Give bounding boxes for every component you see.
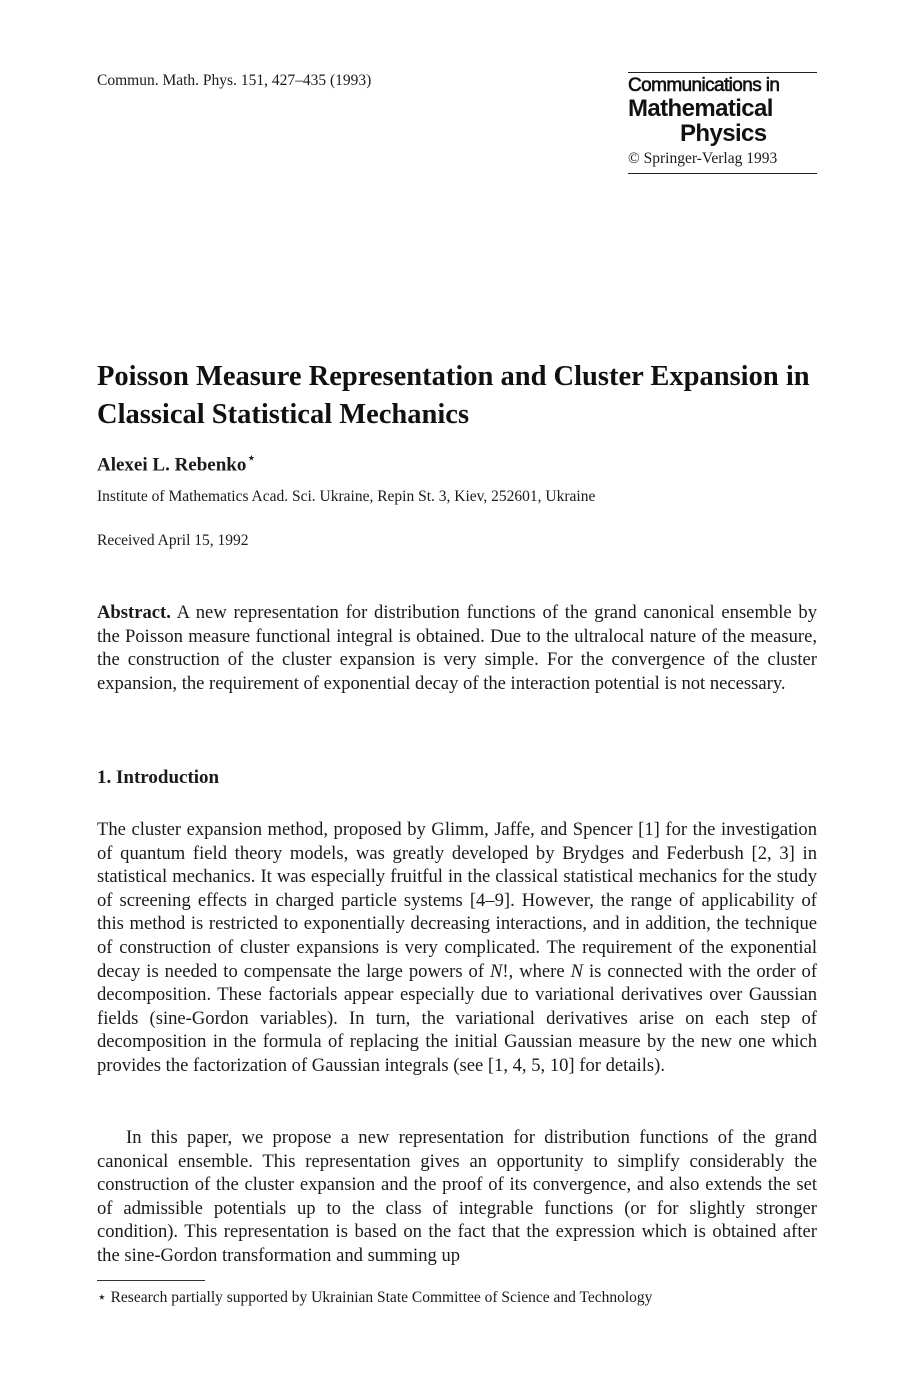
paper-title: Poisson Measure Representation and Cluster Expansion in Classical Statistical Mechanics — [97, 361, 810, 430]
math-symbol-n: N — [490, 960, 503, 982]
author-affiliation: Institute of Mathematics Acad. Sci. Ukraine, Repin St. 3, Kiev, 252601, Ukraine — [97, 488, 596, 505]
footnote-mark: ⋆ — [97, 1289, 107, 1306]
footnote — [97, 1288, 652, 1307]
abstract-text: A new representation for distribution functions of the grand canonical ensemble by the Poisson measure functional integral is obtained. Due to the ultralocal nature of the measure, the construction of the cluster expansion is very simple. For the convergence of the cluster expansion, the requirement of exponential decay of the interaction potential is not necessary. — [97, 602, 817, 694]
received-date: Received April 15, 1992 — [97, 532, 249, 549]
abstract-label: Abstract. — [97, 602, 171, 623]
abstract — [97, 601, 817, 695]
intro-p1-part-a: The cluster expansion method, proposed by Glimm, Jaffe, and Spencer [1] for the investigation of quantum field theory models, was greatly developed by Brydges and Federbush [2, 3] in statistical mechanics. It was especially fruitful in the classical statistical mechanics for the study of screening effects in charged particle systems [4–9]. However, the range of applicability of this method is restricted to exponentially decreasing interactions, and in addition, the technique of construction of cluster expansions is very complicated. The requirement of the exponential decay is needed to compensate the large powers of — [97, 819, 817, 982]
author-name-text: Alexei L. Rebenko — [97, 454, 247, 476]
journal-name-line1: Communications in — [628, 75, 780, 96]
math-symbol-n-2: N — [570, 960, 583, 982]
journal-name-line3: Physics — [680, 120, 767, 148]
journal-masthead — [628, 72, 817, 174]
intro-paragraph-2: In this paper, we propose a new representation for distribution functions of the grand canonical ensemble. This representation gives an opportunity to simplify considerably the construction of the cluster expansion and the proof of its convergence, and also extends the set of admissible potentials up to the class of integrable functions (or for slightly stronger condition). This representation is based on the fact that the expression which is obtained after the sine-Gordon transformation and summing up — [97, 1127, 817, 1266]
intro-p1-part-b: !, where — [502, 960, 571, 982]
section-heading: 1. Introduction — [97, 767, 220, 788]
footnote-text: Research partially supported by Ukrainian State Committee of Science and Technology — [106, 1289, 653, 1306]
intro-p1-part-c: is connected with the order of decomposition. These factorials appear especially due to variational derivatives over Gaussian fields (sine-Gordon variables). In turn, the variational derivatives arise on each step of decomposition in the formula of replacing the initial Gaussian measure by the new one which provides the factorization of Gaussian integrals (see [1, 4, 5, 10] for details). — [97, 960, 818, 1076]
intro-paragraph-1 — [97, 818, 817, 1078]
journal-name-line2: Mathematical — [628, 94, 773, 122]
author-name — [97, 448, 256, 476]
publisher-copyright: © Springer-Verlag 1993 — [628, 150, 778, 168]
footnote-rule — [97, 1280, 205, 1281]
journal-citation: Commun. Math. Phys. 151, 427–435 (1993) — [97, 72, 372, 89]
author-footnote-mark: ⋆ — [246, 450, 257, 467]
